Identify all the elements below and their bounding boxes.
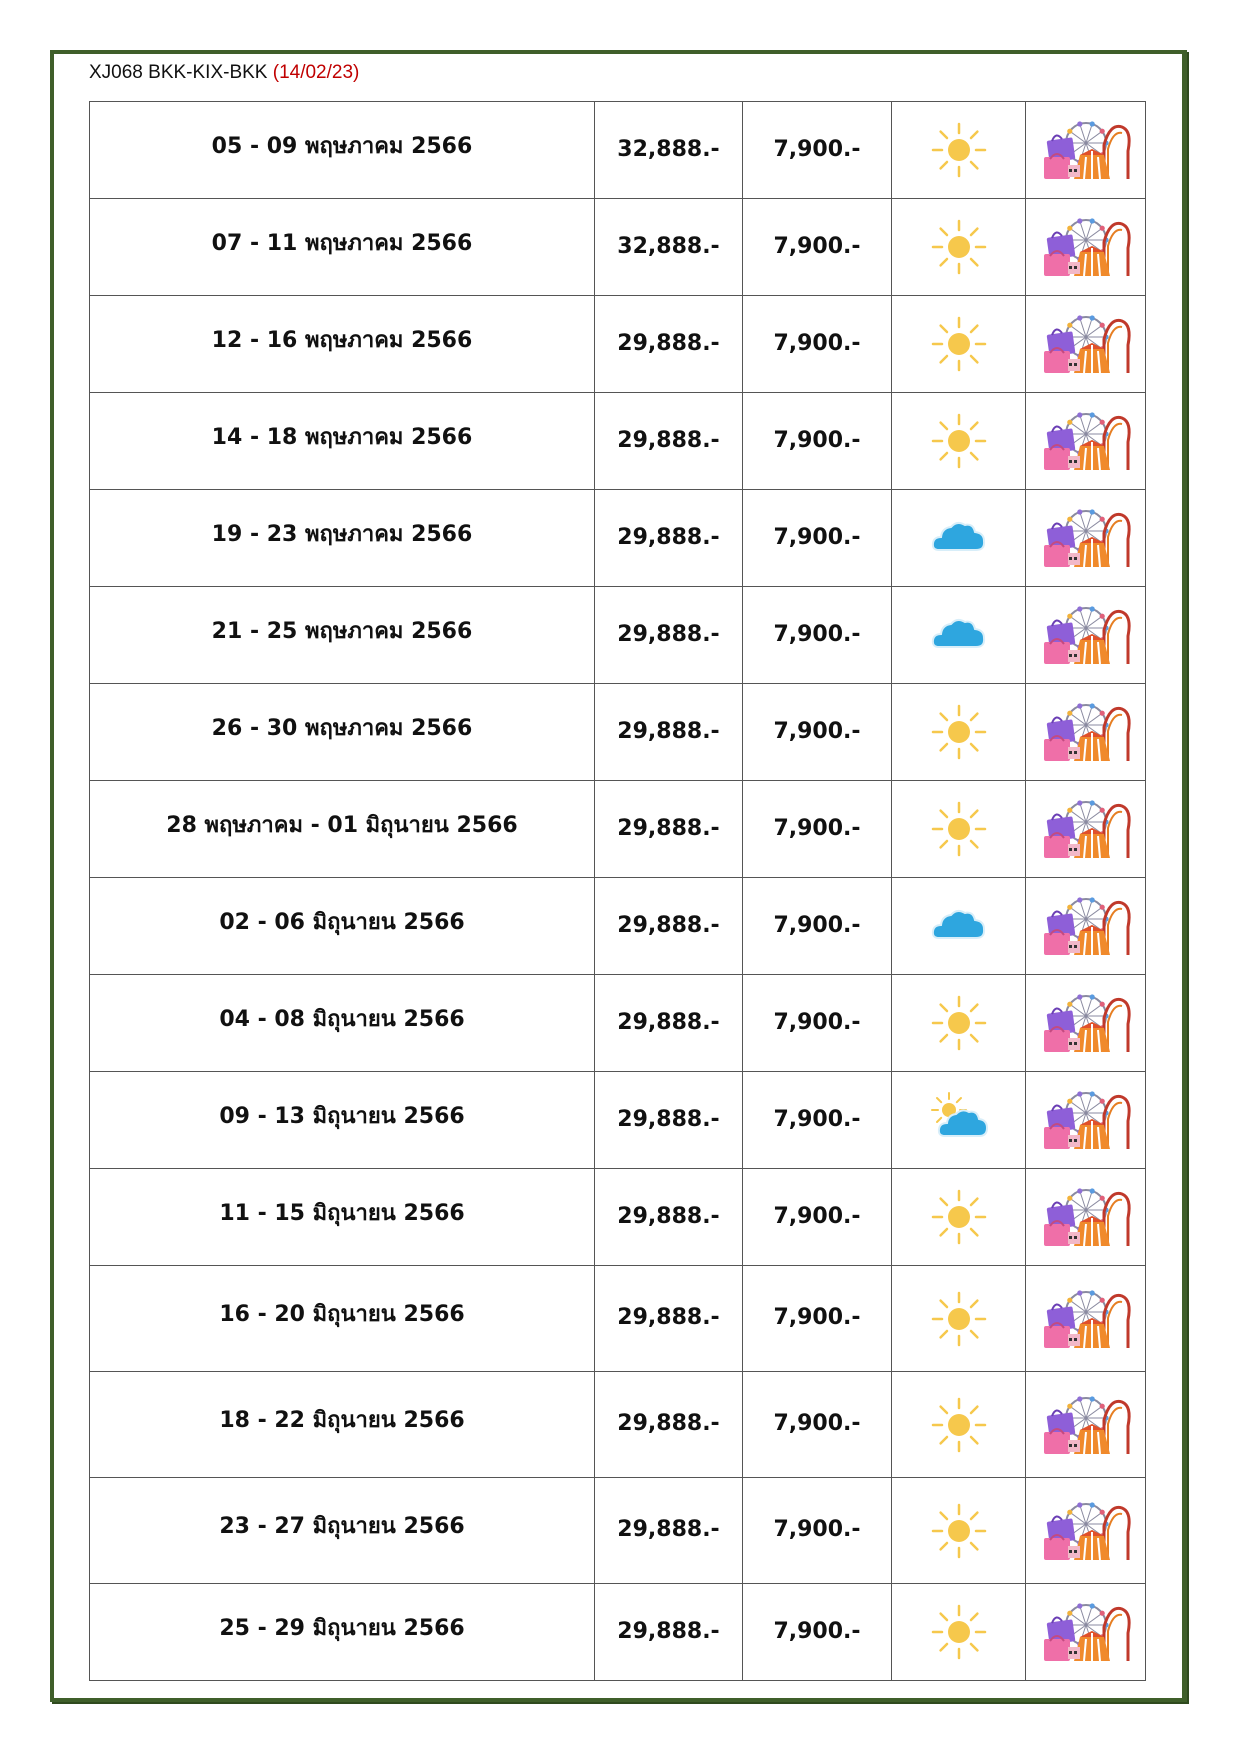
weather-cell: [892, 1372, 1026, 1478]
sun-icon: [929, 1187, 989, 1247]
amusement-park-shopping-icon: [1038, 1496, 1134, 1566]
adult-price-cell: [595, 1584, 743, 1681]
weather-cell: [892, 102, 1026, 199]
child-price: 7,900.-: [773, 330, 861, 356]
adult-price: 29,888.-: [617, 1009, 720, 1035]
theme-cell: [1026, 1072, 1146, 1169]
theme-cell: [1026, 199, 1146, 296]
table-row: [90, 393, 1146, 490]
child-price-cell: [743, 878, 892, 975]
adult-price-cell: [595, 587, 743, 684]
adult-price-cell: [595, 1266, 743, 1372]
dates-cell: [90, 684, 595, 781]
theme-cell: [1026, 102, 1146, 199]
child-price-cell: [743, 1072, 892, 1169]
child-price: 7,900.-: [773, 815, 861, 841]
adult-price-cell: [595, 878, 743, 975]
trip-header: [89, 62, 359, 84]
child-price-cell: [743, 1169, 892, 1266]
adult-price: 29,888.-: [617, 427, 720, 453]
weather-cell: [892, 1478, 1026, 1584]
adult-price: 29,888.-: [617, 1106, 720, 1132]
adult-price: 29,888.-: [617, 1517, 720, 1542]
travel-dates: 18 - 22 มิถุนายน 2566: [219, 1408, 465, 1433]
dates-cell: [90, 199, 595, 296]
amusement-park-shopping-icon: [1038, 1085, 1134, 1155]
amusement-park-shopping-icon: [1038, 503, 1134, 573]
adult-price: 29,888.-: [617, 621, 720, 647]
adult-price: 29,888.-: [617, 718, 720, 744]
weather-cell: [892, 199, 1026, 296]
cloud-icon: [929, 605, 989, 665]
adult-price: 29,888.-: [617, 1411, 720, 1436]
adult-price-cell: [595, 1072, 743, 1169]
dates-cell: [90, 393, 595, 490]
sun-icon: [929, 217, 989, 277]
child-price-cell: [743, 975, 892, 1072]
adult-price: 29,888.-: [617, 1203, 720, 1229]
adult-price: 32,888.-: [617, 233, 720, 259]
child-price-cell: [743, 684, 892, 781]
table-row: [90, 684, 1146, 781]
weather-cell: [892, 587, 1026, 684]
trip-code: XJ068 BKK-KIX-BKK: [89, 62, 268, 83]
sun-icon: [929, 1501, 989, 1561]
child-price-cell: [743, 781, 892, 878]
weather-cell: [892, 878, 1026, 975]
dates-cell: [90, 1266, 595, 1372]
travel-dates: 23 - 27 มิถุนายน 2566: [219, 1514, 465, 1539]
table-row: [90, 1584, 1146, 1681]
amusement-park-shopping-icon: [1038, 309, 1134, 379]
adult-price-cell: [595, 1169, 743, 1266]
table-row: [90, 878, 1146, 975]
amusement-park-shopping-icon: [1038, 1182, 1134, 1252]
dates-cell: [90, 1372, 595, 1478]
child-price: 7,900.-: [773, 136, 861, 162]
table-row: [90, 975, 1146, 1072]
travel-dates: 21 - 25 พฤษภาคม 2566: [211, 618, 473, 644]
sun-icon: [929, 314, 989, 374]
theme-cell: [1026, 587, 1146, 684]
dates-cell: [90, 781, 595, 878]
child-price: 7,900.-: [773, 1009, 861, 1035]
adult-price-cell: [595, 490, 743, 587]
amusement-park-shopping-icon: [1038, 406, 1134, 476]
weather-cell: [892, 781, 1026, 878]
child-price: 7,900.-: [773, 1411, 861, 1436]
adult-price: 32,888.-: [617, 136, 720, 162]
theme-cell: [1026, 684, 1146, 781]
theme-cell: [1026, 1266, 1146, 1372]
weather-cell: [892, 684, 1026, 781]
sun-icon: [929, 702, 989, 762]
theme-cell: [1026, 1169, 1146, 1266]
table-row: [90, 199, 1146, 296]
theme-cell: [1026, 878, 1146, 975]
weather-cell: [892, 1169, 1026, 1266]
departure-schedule-table: [89, 101, 1146, 1681]
sun-icon: [929, 120, 989, 180]
adult-price: 29,888.-: [617, 815, 720, 841]
travel-dates: 19 - 23 พฤษภาคม 2566: [211, 521, 473, 547]
child-price-cell: [743, 1266, 892, 1372]
table-row: [90, 490, 1146, 587]
table-row: [90, 1266, 1146, 1372]
adult-price-cell: [595, 296, 743, 393]
theme-cell: [1026, 1478, 1146, 1584]
theme-cell: [1026, 296, 1146, 393]
dates-cell: [90, 1584, 595, 1681]
sun-icon: [929, 1395, 989, 1455]
weather-cell: [892, 296, 1026, 393]
travel-dates: 11 - 15 มิถุนายน 2566: [219, 1200, 465, 1226]
sun-cloud-icon: [929, 1090, 989, 1150]
weather-cell: [892, 975, 1026, 1072]
table-row: [90, 781, 1146, 878]
child-price-cell: [743, 102, 892, 199]
amusement-park-shopping-icon: [1038, 794, 1134, 864]
travel-dates: 04 - 08 มิถุนายน 2566: [219, 1006, 465, 1032]
child-price: 7,900.-: [773, 1517, 861, 1542]
table-row: [90, 1072, 1146, 1169]
theme-cell: [1026, 781, 1146, 878]
theme-cell: [1026, 1584, 1146, 1681]
child-price-cell: [743, 1372, 892, 1478]
sun-icon: [929, 799, 989, 859]
child-price: 7,900.-: [773, 1618, 861, 1644]
weather-cell: [892, 1072, 1026, 1169]
child-price: 7,900.-: [773, 912, 861, 938]
sun-icon: [929, 1602, 989, 1662]
cloud-icon: [929, 896, 989, 956]
table-row: [90, 587, 1146, 684]
amusement-park-shopping-icon: [1038, 1284, 1134, 1354]
dates-cell: [90, 1478, 595, 1584]
adult-price-cell: [595, 1478, 743, 1584]
dates-cell: [90, 102, 595, 199]
header-date: (14/02/23): [272, 62, 360, 83]
travel-dates: 09 - 13 มิถุนายน 2566: [219, 1103, 465, 1129]
adult-price: 29,888.-: [617, 1618, 720, 1644]
weather-cell: [892, 490, 1026, 587]
amusement-park-shopping-icon: [1038, 1390, 1134, 1460]
dates-cell: [90, 1072, 595, 1169]
dates-cell: [90, 587, 595, 684]
child-price-cell: [743, 393, 892, 490]
adult-price-cell: [595, 102, 743, 199]
child-price: 7,900.-: [773, 1106, 861, 1132]
table-row: [90, 1169, 1146, 1266]
adult-price-cell: [595, 393, 743, 490]
dates-cell: [90, 490, 595, 587]
child-price: 7,900.-: [773, 524, 861, 550]
travel-dates: 16 - 20 มิถุนายน 2566: [219, 1302, 465, 1327]
adult-price: 29,888.-: [617, 912, 720, 938]
dates-cell: [90, 975, 595, 1072]
adult-price-cell: [595, 199, 743, 296]
adult-price: 29,888.-: [617, 330, 720, 356]
adult-price-cell: [595, 781, 743, 878]
table-row: [90, 1372, 1146, 1478]
child-price: 7,900.-: [773, 427, 861, 453]
amusement-park-shopping-icon: [1038, 212, 1134, 282]
child-price-cell: [743, 587, 892, 684]
dates-cell: [90, 878, 595, 975]
dates-cell: [90, 1169, 595, 1266]
travel-dates: 07 - 11 พฤษภาคม 2566: [211, 230, 473, 256]
theme-cell: [1026, 975, 1146, 1072]
child-price-cell: [743, 296, 892, 393]
weather-cell: [892, 393, 1026, 490]
theme-cell: [1026, 1372, 1146, 1478]
theme-cell: [1026, 490, 1146, 587]
cloud-icon: [929, 508, 989, 568]
amusement-park-shopping-icon: [1038, 891, 1134, 961]
amusement-park-shopping-icon: [1038, 988, 1134, 1058]
amusement-park-shopping-icon: [1038, 1597, 1134, 1667]
child-price-cell: [743, 1478, 892, 1584]
sun-icon: [929, 1289, 989, 1349]
weather-cell: [892, 1266, 1026, 1372]
sun-icon: [929, 411, 989, 471]
table-row: [90, 1478, 1146, 1584]
dates-cell: [90, 296, 595, 393]
child-price-cell: [743, 490, 892, 587]
travel-dates: 25 - 29 มิถุนายน 2566: [219, 1615, 465, 1641]
theme-cell: [1026, 393, 1146, 490]
travel-dates: 26 - 30 พฤษภาคม 2566: [211, 715, 473, 741]
adult-price-cell: [595, 684, 743, 781]
weather-cell: [892, 1584, 1026, 1681]
child-price: 7,900.-: [773, 718, 861, 744]
adult-price: 29,888.-: [617, 1305, 720, 1330]
travel-dates: 05 - 09 พฤษภาคม 2566: [211, 133, 473, 159]
amusement-park-shopping-icon: [1038, 697, 1134, 767]
travel-dates: 12 - 16 พฤษภาคม 2566: [211, 327, 473, 353]
adult-price-cell: [595, 1372, 743, 1478]
child-price: 7,900.-: [773, 1305, 861, 1330]
child-price: 7,900.-: [773, 233, 861, 259]
child-price-cell: [743, 199, 892, 296]
child-price: 7,900.-: [773, 1203, 861, 1229]
table-row: [90, 102, 1146, 199]
child-price-cell: [743, 1584, 892, 1681]
amusement-park-shopping-icon: [1038, 600, 1134, 670]
sun-icon: [929, 993, 989, 1053]
travel-dates: 14 - 18 พฤษภาคม 2566: [211, 424, 473, 450]
table-row: [90, 296, 1146, 393]
amusement-park-shopping-icon: [1038, 115, 1134, 185]
travel-dates: 02 - 06 มิถุนายน 2566: [219, 909, 465, 935]
travel-dates: 28 พฤษภาคม - 01 มิถุนายน 2566: [166, 812, 518, 838]
schedule-body: [90, 102, 1146, 1681]
adult-price-cell: [595, 975, 743, 1072]
child-price: 7,900.-: [773, 621, 861, 647]
adult-price: 29,888.-: [617, 524, 720, 550]
